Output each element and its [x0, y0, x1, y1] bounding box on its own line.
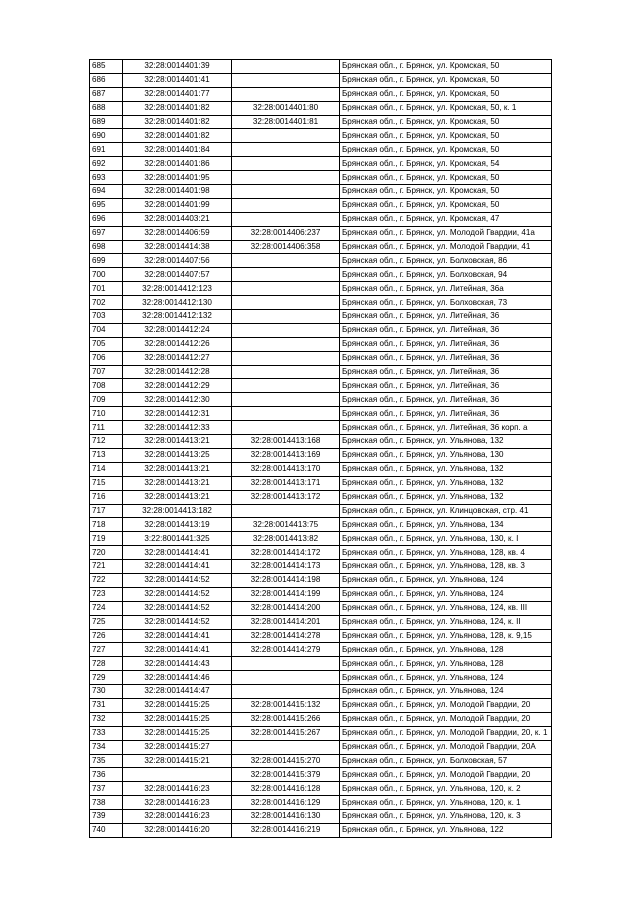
table-row	[90, 198, 552, 212]
cadastral-number-cell: 32:28:0014416:23	[123, 796, 232, 810]
address-cell: Брянская обл., г. Брянск, ул. Кромская, 54	[340, 157, 552, 171]
cadastral-number-cell: 32:28:0014401:82	[123, 115, 232, 129]
table-row	[90, 657, 552, 671]
table-row	[90, 129, 552, 143]
table-row	[90, 615, 552, 629]
row-number-cell: 699	[90, 254, 123, 268]
address-cell: Брянская обл., г. Брянск, ул. Болховская, 94	[340, 268, 552, 282]
row-number-cell: 696	[90, 212, 123, 226]
row-number-cell: 711	[90, 421, 123, 435]
table-row	[90, 712, 552, 726]
table-row	[90, 212, 552, 226]
row-number-cell: 732	[90, 712, 123, 726]
row-number-cell: 727	[90, 643, 123, 657]
row-number-cell: 734	[90, 740, 123, 754]
row-number-cell: 693	[90, 171, 123, 185]
cadastral-number-cell: 32:28:0014414:47	[123, 685, 232, 699]
related-cadastral-number-cell	[232, 685, 340, 699]
row-number-cell: 737	[90, 782, 123, 796]
related-cadastral-number-cell: 32:28:0014416:219	[232, 823, 340, 837]
table-row	[90, 337, 552, 351]
address-cell: Брянская обл., г. Брянск, ул. Ульянова, 130	[340, 448, 552, 462]
cadastral-number-cell: 32:28:0014401:98	[123, 185, 232, 199]
address-cell: Брянская обл., г. Брянск, ул. Ульянова, 128, кв. 4	[340, 546, 552, 560]
cadastral-number-cell: 32:28:0014413:25	[123, 448, 232, 462]
address-cell: Брянская обл., г. Брянск, ул. Кромская, 50	[340, 129, 552, 143]
table-row	[90, 560, 552, 574]
row-number-cell: 728	[90, 657, 123, 671]
related-cadastral-number-cell: 32:28:0014414:199	[232, 587, 340, 601]
related-cadastral-number-cell	[232, 185, 340, 199]
table-row	[90, 810, 552, 824]
cadastral-number-cell: 32:28:0014414:52	[123, 573, 232, 587]
related-cadastral-number-cell: 32:28:0014413:171	[232, 476, 340, 490]
related-cadastral-number-cell: 32:28:0014414:173	[232, 560, 340, 574]
address-cell: Брянская обл., г. Брянск, ул. Болховская, 57	[340, 754, 552, 768]
table-row	[90, 587, 552, 601]
table-row	[90, 685, 552, 699]
table-row	[90, 143, 552, 157]
address-cell: Брянская обл., г. Брянск, ул. Молодой Гвардии, 20	[340, 712, 552, 726]
row-number-cell: 722	[90, 573, 123, 587]
cadastral-number-cell: 32:28:0014401:95	[123, 171, 232, 185]
row-number-cell: 723	[90, 587, 123, 601]
cadastral-number-cell: 32:28:0014414:52	[123, 587, 232, 601]
cadastral-number-cell: 32:28:0014414:46	[123, 671, 232, 685]
row-number-cell: 712	[90, 435, 123, 449]
cadastral-number-cell: 32:28:0014414:38	[123, 240, 232, 254]
row-number-cell: 740	[90, 823, 123, 837]
related-cadastral-number-cell: 32:28:0014401:81	[232, 115, 340, 129]
address-cell: Брянская обл., г. Брянск, ул. Ульянова, 132	[340, 476, 552, 490]
table-row	[90, 240, 552, 254]
related-cadastral-number-cell: 32:28:0014416:130	[232, 810, 340, 824]
address-cell: Брянская обл., г. Брянск, ул. Литейная, 36	[340, 351, 552, 365]
address-cell: Брянская обл., г. Брянск, ул. Молодой Гвардии, 20, к. 1	[340, 726, 552, 740]
related-cadastral-number-cell	[232, 254, 340, 268]
table-row	[90, 60, 552, 74]
cadastral-number-cell: 32:28:0014401:82	[123, 101, 232, 115]
address-cell: Брянская обл., г. Брянск, ул. Литейная, 36а	[340, 282, 552, 296]
address-cell: Брянская обл., г. Брянск, ул. Ульянова, 132	[340, 435, 552, 449]
cadastral-number-cell: 32:28:0014412:24	[123, 323, 232, 337]
cadastral-number-cell: 32:28:0014413:21	[123, 462, 232, 476]
row-number-cell: 695	[90, 198, 123, 212]
related-cadastral-number-cell: 32:28:0014415:132	[232, 698, 340, 712]
cadastral-number-cell: 32:28:0014414:41	[123, 643, 232, 657]
row-number-cell: 724	[90, 601, 123, 615]
address-cell: Брянская обл., г. Брянск, ул. Ульянова, 128	[340, 657, 552, 671]
cadastral-number-cell: 32:28:0014413:21	[123, 476, 232, 490]
related-cadastral-number-cell	[232, 657, 340, 671]
table-row	[90, 421, 552, 435]
related-cadastral-number-cell	[232, 740, 340, 754]
row-number-cell: 690	[90, 129, 123, 143]
cadastral-number-cell: 32:28:0014401:39	[123, 60, 232, 74]
address-cell: Брянская обл., г. Брянск, ул. Ульянова, 120, к. 1	[340, 796, 552, 810]
row-number-cell: 721	[90, 560, 123, 574]
related-cadastral-number-cell: 32:28:0014416:128	[232, 782, 340, 796]
address-cell: Брянская обл., г. Брянск, ул. Молодой Гвардии, 20	[340, 698, 552, 712]
cadastral-number-cell: 32:28:0014401:77	[123, 87, 232, 101]
address-cell: Брянская обл., г. Брянск, ул. Болховская, 86	[340, 254, 552, 268]
address-cell: Брянская обл., г. Брянск, ул. Ульянова, 128, к. 9,15	[340, 629, 552, 643]
address-cell: Брянская обл., г. Брянск, ул. Ульянова, 130, к. I	[340, 532, 552, 546]
cadastral-number-cell: 32:28:0014414:52	[123, 601, 232, 615]
address-cell: Брянская обл., г. Брянск, ул. Клинцовская, стр. 41	[340, 504, 552, 518]
table-row	[90, 296, 552, 310]
related-cadastral-number-cell	[232, 365, 340, 379]
table-row	[90, 462, 552, 476]
table-row	[90, 476, 552, 490]
cadastral-number-cell: 32:28:0014401:82	[123, 129, 232, 143]
related-cadastral-number-cell: 32:28:0014414:198	[232, 573, 340, 587]
related-cadastral-number-cell: 32:28:0014414:172	[232, 546, 340, 560]
address-cell: Брянская обл., г. Брянск, ул. Молодой Гвардии, 20	[340, 768, 552, 782]
related-cadastral-number-cell: 32:28:0014416:129	[232, 796, 340, 810]
address-cell: Брянская обл., г. Брянск, ул. Кромская, 50	[340, 73, 552, 87]
address-cell: Брянская обл., г. Брянск, ул. Кромская, 50	[340, 60, 552, 74]
cadastral-number-cell: 32:28:0014415:25	[123, 726, 232, 740]
row-number-cell: 685	[90, 60, 123, 74]
cadastral-number-cell: 32:28:0014416:23	[123, 810, 232, 824]
row-number-cell: 688	[90, 101, 123, 115]
row-number-cell: 715	[90, 476, 123, 490]
related-cadastral-number-cell: 32:28:0014414:279	[232, 643, 340, 657]
related-cadastral-number-cell: 32:28:0014413:170	[232, 462, 340, 476]
row-number-cell: 717	[90, 504, 123, 518]
row-number-cell: 694	[90, 185, 123, 199]
related-cadastral-number-cell: 32:28:0014406:358	[232, 240, 340, 254]
table-row	[90, 323, 552, 337]
cadastral-number-cell: 32:28:0014401:99	[123, 198, 232, 212]
row-number-cell: 726	[90, 629, 123, 643]
related-cadastral-number-cell: 32:28:0014415:267	[232, 726, 340, 740]
cadastral-number-cell: 32:28:0014415:21	[123, 754, 232, 768]
related-cadastral-number-cell	[232, 282, 340, 296]
cadastral-number-cell: 32:28:0014412:30	[123, 393, 232, 407]
cadastral-number-cell: 32:28:0014401:86	[123, 157, 232, 171]
related-cadastral-number-cell: 32:28:0014414:200	[232, 601, 340, 615]
cadastral-number-cell: 32:28:0014414:41	[123, 560, 232, 574]
address-cell: Брянская обл., г. Брянск, ул. Молодой Гвардии, 41	[340, 240, 552, 254]
cadastral-number-cell: 32:28:0014415:25	[123, 698, 232, 712]
cadastral-number-cell: 32:28:0014416:23	[123, 782, 232, 796]
table-row	[90, 823, 552, 837]
table-row	[90, 796, 552, 810]
address-cell: Брянская обл., г. Брянск, ул. Ульянова, 128	[340, 643, 552, 657]
table-row	[90, 671, 552, 685]
table-row	[90, 782, 552, 796]
related-cadastral-number-cell: 32:28:0014401:80	[232, 101, 340, 115]
address-cell: Брянская обл., г. Брянск, ул. Литейная, 36 корп. а	[340, 421, 552, 435]
row-number-cell: 689	[90, 115, 123, 129]
cadastral-number-cell: 32:28:0014412:26	[123, 337, 232, 351]
address-cell: Брянская обл., г. Брянск, ул. Ульянова, 124, к. II	[340, 615, 552, 629]
table-row	[90, 254, 552, 268]
table-row	[90, 101, 552, 115]
related-cadastral-number-cell: 32:28:0014413:82	[232, 532, 340, 546]
address-cell: Брянская обл., г. Брянск, ул. Ульянова, 124, кв. III	[340, 601, 552, 615]
address-cell: Брянская обл., г. Брянск, ул. Ульянова, 120, к. 3	[340, 810, 552, 824]
cadastral-number-cell: 32:28:0014414:43	[123, 657, 232, 671]
related-cadastral-number-cell	[232, 73, 340, 87]
table-body	[90, 60, 552, 838]
table-row	[90, 73, 552, 87]
row-number-cell: 707	[90, 365, 123, 379]
row-number-cell: 687	[90, 87, 123, 101]
row-number-cell: 705	[90, 337, 123, 351]
row-number-cell: 725	[90, 615, 123, 629]
table-row	[90, 740, 552, 754]
address-cell: Брянская обл., г. Брянск, ул. Литейная, 36	[340, 407, 552, 421]
table-row	[90, 448, 552, 462]
row-number-cell: 702	[90, 296, 123, 310]
row-number-cell: 714	[90, 462, 123, 476]
row-number-cell: 713	[90, 448, 123, 462]
table-row	[90, 226, 552, 240]
related-cadastral-number-cell: 32:28:0014413:75	[232, 518, 340, 532]
table-row	[90, 698, 552, 712]
related-cadastral-number-cell	[232, 198, 340, 212]
table-row	[90, 379, 552, 393]
cadastral-number-cell: 3:22:8001441:325	[123, 532, 232, 546]
related-cadastral-number-cell	[232, 268, 340, 282]
address-cell: Брянская обл., г. Брянск, ул. Кромская, 50	[340, 198, 552, 212]
address-cell: Брянская обл., г. Брянск, ул. Кромская, 50, к. 1	[340, 101, 552, 115]
table-row	[90, 407, 552, 421]
table-row	[90, 643, 552, 657]
address-cell: Брянская обл., г. Брянск, ул. Ульянова, 124	[340, 587, 552, 601]
address-cell: Брянская обл., г. Брянск, ул. Кромская, 50	[340, 171, 552, 185]
row-number-cell: 697	[90, 226, 123, 240]
cadastral-number-cell: 32:28:0014412:28	[123, 365, 232, 379]
cadastral-number-cell: 32:28:0014401:41	[123, 73, 232, 87]
address-cell: Брянская обл., г. Брянск, ул. Литейная, 36	[340, 310, 552, 324]
related-cadastral-number-cell: 32:28:0014413:169	[232, 448, 340, 462]
cadastral-number-cell: 32:28:0014412:31	[123, 407, 232, 421]
address-cell: Брянская обл., г. Брянск, ул. Ульянова, 124	[340, 671, 552, 685]
row-number-cell: 692	[90, 157, 123, 171]
row-number-cell: 708	[90, 379, 123, 393]
related-cadastral-number-cell	[232, 351, 340, 365]
address-cell: Брянская обл., г. Брянск, ул. Ульянова, 132	[340, 490, 552, 504]
row-number-cell: 720	[90, 546, 123, 560]
row-number-cell: 701	[90, 282, 123, 296]
address-cell: Брянская обл., г. Брянск, ул. Ульянова, 124	[340, 685, 552, 699]
cadastral-number-cell: 32:28:0014413:19	[123, 518, 232, 532]
cadastral-number-cell: 32:28:0014401:84	[123, 143, 232, 157]
related-cadastral-number-cell	[232, 212, 340, 226]
related-cadastral-number-cell: 32:28:0014413:172	[232, 490, 340, 504]
address-cell: Брянская обл., г. Брянск, ул. Кромская, 50	[340, 115, 552, 129]
address-cell: Брянская обл., г. Брянск, ул. Ульянова, 128, кв. 3	[340, 560, 552, 574]
address-cell: Брянская обл., г. Брянск, ул. Молодой Гвардии, 20А	[340, 740, 552, 754]
address-cell: Брянская обл., г. Брянск, ул. Молодой Гвардии, 41а	[340, 226, 552, 240]
table-row	[90, 351, 552, 365]
table-row	[90, 393, 552, 407]
related-cadastral-number-cell: 32:28:0014415:266	[232, 712, 340, 726]
cadastral-number-cell: 32:28:0014413:21	[123, 435, 232, 449]
cadastral-number-cell: 32:28:0014413:21	[123, 490, 232, 504]
cadastral-number-cell: 32:28:0014412:29	[123, 379, 232, 393]
row-number-cell: 738	[90, 796, 123, 810]
row-number-cell: 719	[90, 532, 123, 546]
table-row	[90, 768, 552, 782]
row-number-cell: 710	[90, 407, 123, 421]
related-cadastral-number-cell	[232, 421, 340, 435]
table-row	[90, 268, 552, 282]
address-cell: Брянская обл., г. Брянск, ул. Ульянова, 134	[340, 518, 552, 532]
address-cell: Брянская обл., г. Брянск, ул. Литейная, 36	[340, 379, 552, 393]
row-number-cell: 691	[90, 143, 123, 157]
address-cell: Брянская обл., г. Брянск, ул. Литейная, 36	[340, 393, 552, 407]
table-row	[90, 157, 552, 171]
row-number-cell: 735	[90, 754, 123, 768]
row-number-cell: 706	[90, 351, 123, 365]
cadastral-number-cell: 32:28:0014407:56	[123, 254, 232, 268]
table-row	[90, 601, 552, 615]
related-cadastral-number-cell	[232, 671, 340, 685]
table-row	[90, 726, 552, 740]
address-cell: Брянская обл., г. Брянск, ул. Болховская, 73	[340, 296, 552, 310]
cadastral-number-cell: 32:28:0014412:33	[123, 421, 232, 435]
cadastral-number-cell: 32:28:0014403:21	[123, 212, 232, 226]
table-row	[90, 518, 552, 532]
related-cadastral-number-cell	[232, 296, 340, 310]
table-row	[90, 754, 552, 768]
table-row	[90, 532, 552, 546]
row-number-cell: 703	[90, 310, 123, 324]
cadastral-number-cell: 32:28:0014412:27	[123, 351, 232, 365]
related-cadastral-number-cell	[232, 407, 340, 421]
address-cell: Брянская обл., г. Брянск, ул. Кромская, 50	[340, 87, 552, 101]
address-cell: Брянская обл., г. Брянск, ул. Литейная, 36	[340, 323, 552, 337]
address-cell: Брянская обл., г. Брянск, ул. Ульянова, 132	[340, 462, 552, 476]
related-cadastral-number-cell	[232, 337, 340, 351]
cadastral-number-cell: 32:28:0014414:41	[123, 629, 232, 643]
related-cadastral-number-cell	[232, 87, 340, 101]
related-cadastral-number-cell: 32:28:0014414:278	[232, 629, 340, 643]
related-cadastral-number-cell: 32:28:0014413:168	[232, 435, 340, 449]
table-row	[90, 504, 552, 518]
related-cadastral-number-cell	[232, 379, 340, 393]
row-number-cell: 739	[90, 810, 123, 824]
cadastral-number-cell: 32:28:0014412:123	[123, 282, 232, 296]
cadastral-number-cell: 32:28:0014407:57	[123, 268, 232, 282]
cadastral-number-cell: 32:28:0014412:130	[123, 296, 232, 310]
row-number-cell: 716	[90, 490, 123, 504]
cadastral-number-cell: 32:28:0014415:25	[123, 712, 232, 726]
cadastral-number-cell: 32:28:0014414:41	[123, 546, 232, 560]
related-cadastral-number-cell	[232, 171, 340, 185]
row-number-cell: 736	[90, 768, 123, 782]
row-number-cell: 733	[90, 726, 123, 740]
related-cadastral-number-cell	[232, 323, 340, 337]
table-row	[90, 171, 552, 185]
cadastral-number-cell: 32:28:0014415:27	[123, 740, 232, 754]
table-row	[90, 185, 552, 199]
row-number-cell: 704	[90, 323, 123, 337]
address-cell: Брянская обл., г. Брянск, ул. Кромская, 50	[340, 143, 552, 157]
cadastral-number-cell: 32:28:0014413:182	[123, 504, 232, 518]
related-cadastral-number-cell: 32:28:0014415:379	[232, 768, 340, 782]
address-cell: Брянская обл., г. Брянск, ул. Ульянова, 124	[340, 573, 552, 587]
related-cadastral-number-cell	[232, 393, 340, 407]
row-number-cell: 731	[90, 698, 123, 712]
related-cadastral-number-cell	[232, 143, 340, 157]
address-cell: Брянская обл., г. Брянск, ул. Литейная, 36	[340, 337, 552, 351]
related-cadastral-number-cell	[232, 60, 340, 74]
related-cadastral-number-cell	[232, 157, 340, 171]
cadastral-number-cell: 32:28:0014406:59	[123, 226, 232, 240]
row-number-cell: 686	[90, 73, 123, 87]
cadastral-number-cell: 32:28:0014412:132	[123, 310, 232, 324]
related-cadastral-number-cell	[232, 504, 340, 518]
table-row	[90, 546, 552, 560]
address-cell: Брянская обл., г. Брянск, ул. Ульянова, 120, к. 2	[340, 782, 552, 796]
table-row	[90, 573, 552, 587]
related-cadastral-number-cell: 32:28:0014406:237	[232, 226, 340, 240]
related-cadastral-number-cell	[232, 310, 340, 324]
cadastral-number-cell: 32:28:0014416:20	[123, 823, 232, 837]
table-row	[90, 490, 552, 504]
property-register-table	[89, 59, 552, 838]
table-row	[90, 629, 552, 643]
row-number-cell: 700	[90, 268, 123, 282]
related-cadastral-number-cell: 32:28:0014414:201	[232, 615, 340, 629]
row-number-cell: 729	[90, 671, 123, 685]
row-number-cell: 698	[90, 240, 123, 254]
row-number-cell: 709	[90, 393, 123, 407]
table-row	[90, 310, 552, 324]
cadastral-number-cell	[123, 768, 232, 782]
table-row	[90, 87, 552, 101]
table-row	[90, 115, 552, 129]
related-cadastral-number-cell	[232, 129, 340, 143]
address-cell: Брянская обл., г. Брянск, ул. Кромская, 50	[340, 185, 552, 199]
address-cell: Брянская обл., г. Брянск, ул. Ульянова, 122	[340, 823, 552, 837]
row-number-cell: 718	[90, 518, 123, 532]
cadastral-number-cell: 32:28:0014414:52	[123, 615, 232, 629]
table-row	[90, 365, 552, 379]
table-row	[90, 435, 552, 449]
related-cadastral-number-cell: 32:28:0014415:270	[232, 754, 340, 768]
address-cell: Брянская обл., г. Брянск, ул. Кромская, 47	[340, 212, 552, 226]
table-row	[90, 282, 552, 296]
row-number-cell: 730	[90, 685, 123, 699]
address-cell: Брянская обл., г. Брянск, ул. Литейная, 36	[340, 365, 552, 379]
